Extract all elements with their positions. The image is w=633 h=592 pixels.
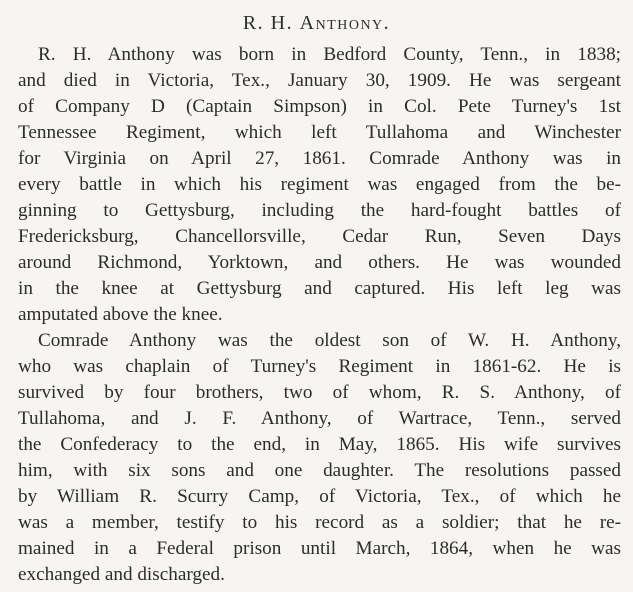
paragraph-2-line: him, with six sons and one daughter. The resolutions passed xyxy=(18,460,621,481)
paragraph-1-line: Fredericksburg, Chancellorsville, Cedar Run, Seven Days xyxy=(18,226,621,247)
title-surname: Anthony. xyxy=(299,12,391,34)
paragraph-1-line: Tennessee Regiment, which left Tullahoma and Winchester xyxy=(18,122,621,143)
paragraph-1-line: and died in Victoria, Tex., January 30, 1909. He was sergeant xyxy=(18,70,621,91)
paragraph-2-line: exchanged and discharged. xyxy=(18,564,225,585)
paragraph-2-line: Tullahoma, and J. F. Anthony, of Wartrace, Tenn., served xyxy=(18,408,621,429)
paragraph-2-line: was a member, testify to his record as a soldier; that he re- xyxy=(18,512,621,533)
paragraph-1-line: in the knee at Gettysburg and captured. His left leg was xyxy=(18,278,621,299)
paragraph-1-line: of Company D (Captain Simpson) in Col. Pete Turney's 1st xyxy=(18,96,621,117)
paragraph-1-line: amputated above the knee. xyxy=(18,304,223,325)
title-initials: R. H. xyxy=(242,12,294,34)
article-title xyxy=(0,11,633,35)
paragraph-2-line: survived by four brothers, two of whom, R. S. Anthony, of xyxy=(18,382,621,403)
paragraph-2-line: who was chaplain of Turney's Regiment in 1861-62. He is xyxy=(18,356,621,377)
paragraph-1-line: around Richmond, Yorktown, and others. He was wounded xyxy=(18,252,621,273)
paragraph-2-line: Comrade Anthony was the oldest son of W. H. Anthony, xyxy=(38,330,621,351)
paragraph-1-line: every battle in which his regiment was engaged from the be- xyxy=(18,174,621,195)
paragraph-2-line: the Confederacy to the end, in May, 1865. His wife survives xyxy=(18,434,621,455)
paragraph-2-line: mained in a Federal prison until March, 1864, when he was xyxy=(18,538,621,559)
paragraph-1-line: ginning to Gettysburg, including the hard-fought battles of xyxy=(18,200,621,221)
paragraph-1-line: for Virginia on April 27, 1861. Comrade Anthony was in xyxy=(18,148,621,169)
paragraph-2-line: by William R. Scurry Camp, of Victoria, Tex., of which he xyxy=(18,486,621,507)
paragraph-1-line: R. H. Anthony was born in Bedford County, Tenn., in 1838; xyxy=(38,44,621,65)
